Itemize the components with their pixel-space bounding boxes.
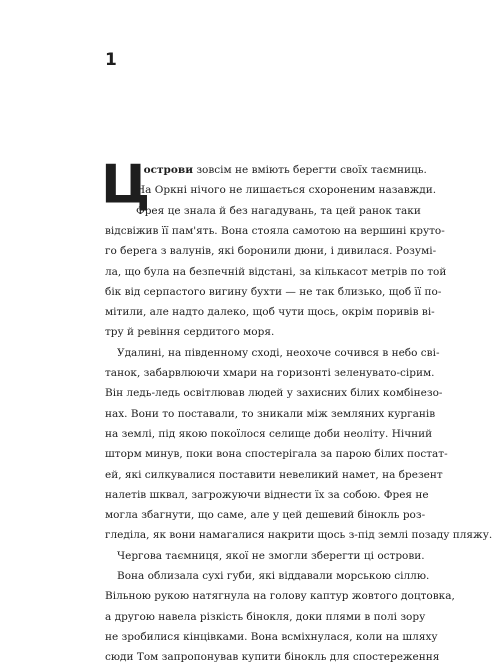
line-text: Вона облизала сухі губи, які віддавали морською сіллю. — [117, 570, 430, 582]
text-line — [105, 467, 443, 484]
line-text: тру й ревіння сердитого моря. — [105, 326, 275, 339]
text-line — [105, 446, 448, 463]
text-line — [105, 345, 440, 362]
line-text: нах. Вони то поставали, то зникали між земляних курганів — [105, 407, 436, 420]
line-text: Вільною рукою натягнула на голову каптур жовтого доцтовка, — [105, 590, 455, 603]
text-line — [105, 609, 426, 626]
text-line — [105, 385, 443, 402]
text-line — [105, 284, 442, 301]
line-text: танок, забарвлюючи хмари на горизонті зеленувато-сірим. — [105, 367, 435, 379]
text-line — [105, 548, 425, 565]
line-text: На Оркні нічого не лишається схороненим назавжди. — [136, 184, 437, 197]
text-line — [105, 487, 429, 504]
text-line — [105, 243, 437, 260]
line-text: ей, які силкувалися поставити невеликий намет, на брезент — [105, 468, 443, 481]
text-line — [105, 588, 455, 605]
line-text: на землі, під якою покоїлося селище доби неоліту. Нічний — [105, 427, 433, 440]
text-line — [105, 365, 435, 382]
text-line — [105, 406, 436, 423]
text-line — [105, 324, 337, 341]
lead-in-bold: і острови — [136, 164, 193, 176]
line-text: а другою навела різкість бінокля, доки плями в полі зору — [105, 610, 426, 623]
line-text: го берега з валунів, які боронили дюни, і дивилася. Розумі- — [105, 245, 437, 258]
text-line — [105, 426, 433, 443]
line-text: Фрея це знала й без нагадувань, та цей ранок таки — [136, 204, 421, 217]
drop-cap: Ц — [101, 154, 151, 215]
text-line — [105, 223, 445, 240]
line-text: налетів шквал, загрожуючи віднести їх за собою. Фрея не — [105, 488, 429, 501]
line-text: зовсім не вміють берегти своїх таємниць. — [196, 164, 427, 176]
chapter-number: 1 — [105, 50, 117, 70]
line-text: ла, що була на безпечній відстані, за кількасот метрів по той — [105, 265, 447, 278]
line-text: бік від серпастого вигину бухти — не так близько, щоб її по- — [105, 285, 442, 298]
text-line — [136, 182, 437, 199]
text-line — [105, 304, 435, 321]
text-line — [105, 629, 438, 646]
line-text: відсвіжив її пам'ять. Вона стояла самотою на вершині круто- — [105, 224, 445, 237]
text-line — [105, 264, 447, 281]
line-text: не зробилися кінцівками. Вона всміхнулася, коли на шляху — [105, 630, 438, 643]
text-line — [105, 507, 426, 524]
line-text: могла збагнути, що саме, але у цей дешевий бінокль роз- — [105, 509, 426, 522]
line-text: Він ледь-ледь освітлював людей у захисних білих комбінезо- — [105, 387, 443, 400]
line-text: шторм минув, поки вона спостерігала за парою білих постат- — [105, 448, 448, 461]
line-text: Чергова таємниця, якої не змогли зберегти ці острови. — [117, 549, 425, 562]
line-text: мітили, але надто далеко, щоб чути щось, окрім поривів ві- — [105, 306, 435, 319]
text-line — [136, 203, 421, 220]
text-line — [105, 568, 430, 585]
line-text: гледіла, як вони намагалися накрити щось з-під землі позаду пляжу. — [105, 529, 492, 542]
text-line — [105, 527, 492, 544]
text-line — [136, 162, 427, 179]
line-text: сюди Том запропонував купити бінокль для спостереження — [105, 651, 440, 664]
text-line — [105, 649, 440, 666]
line-text: Удалині, на південному сході, неохоче сочився в небо сві- — [117, 346, 440, 359]
